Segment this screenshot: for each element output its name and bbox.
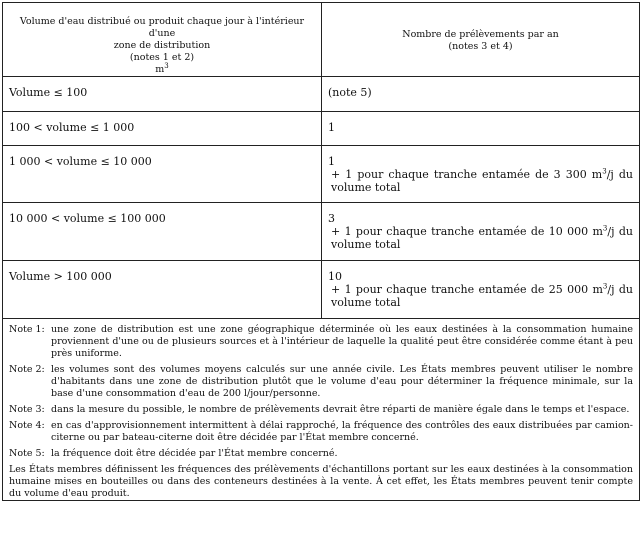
header-count-title: Nombre de prélèvements par an (402, 29, 559, 40)
header-count-notes: (notes 3 et 4) (448, 41, 513, 52)
header-volume-cell (3, 3, 322, 77)
count-cell (322, 203, 640, 261)
count-cell (322, 261, 640, 319)
count-increment-tail: volume total (331, 238, 401, 251)
note-item: Note 5: la fréquence doit être décidée par l'État membre concerné. (9, 448, 338, 459)
sampling-frequency-table (2, 2, 640, 501)
count-increment: + 1 pour chaque tranche entamée de 3 300 $m^3/j$ du (331, 167, 633, 181)
note-item: Note 2: les volumes sont des volumes moyens calculés sur une année civile. Les États membres peuvent utiliser le nombre d'habitants dans une zone de distribution plutôt que le volume d'eau pour déterminer la fréquence minimale, sur la base d'une consommation d'eau de 200 l/jour/personne. (9, 364, 633, 399)
document (2, 2, 639, 501)
count-increment-tail: volume total (331, 181, 401, 194)
count-base: 1 (328, 155, 335, 168)
table-row (3, 146, 640, 203)
notes-cell (3, 319, 640, 501)
header-count-cell (322, 3, 640, 77)
table-row (3, 77, 640, 112)
count-base: 10 (328, 270, 342, 283)
volume-cell: 1 000 < volume ≤ 10 000 (3, 146, 322, 203)
note-item: Note 3: dans la mesure du possible, le nombre de prélèvements devrait être réparti de manière égale dans le temps et l'espace. (9, 404, 630, 415)
table-row (3, 203, 640, 261)
count-cell: (note 5) (322, 77, 640, 112)
table-row (3, 261, 640, 319)
volume-cell: Volume > 100 000 (3, 261, 322, 319)
volume-cell: 100 < volume ≤ 1 000 (3, 112, 322, 146)
table-header-row (3, 3, 640, 77)
note-item: Note 1: une zone de distribution est une zone géographique déterminée où les eaux destinées à la consommation humaine proviennent d'une ou de plusieurs sources et à l'intérieur de laquelle la qualité peut être considérée comme étant à peu près uniforme. (9, 324, 633, 359)
table-row (3, 112, 640, 146)
count-increment: + 1 pour chaque tranche entamée de 25 000 $m^3/j$ du (331, 282, 633, 296)
notes-row (3, 319, 640, 501)
count-cell (322, 146, 640, 203)
header-volume-subtitle: zone de distribution (113, 40, 211, 51)
note-item: Note 4: en cas d'approvisionnement intermittent à délai rapproché, la fréquence des contrôles des eaux distribuées par camion-citerne ou par bateau-citerne doit être décidée par l'État membre concerné. (9, 420, 633, 443)
header-volume-unit: $m^3$ (155, 61, 169, 75)
header-volume-notes: (notes 1 et 2) (129, 52, 195, 63)
volume-cell: 10 000 < volume ≤ 100 000 (3, 203, 322, 261)
volume-cell: Volume ≤ 100 (3, 77, 322, 112)
header-volume-title: Volume d'eau distribué ou produit chaque jour à l'intérieur d'une (19, 16, 305, 39)
count-increment-tail: volume total (331, 296, 401, 309)
count-increment: + 1 pour chaque tranche entamée de 10 000 $m^3/j$ du (331, 224, 633, 238)
final-paragraph: Les États membres définissent les fréquences des prélèvements d'échantillons portant sur les eaux destinées à la consommation humaine mises en bouteilles ou dans des conteneurs destinées à la vente. À cet effet, les États membres peuvent tenir compte du volume d'eau produit. (9, 464, 633, 499)
count-cell: 1 (322, 112, 640, 146)
count-base: 3 (328, 212, 335, 225)
